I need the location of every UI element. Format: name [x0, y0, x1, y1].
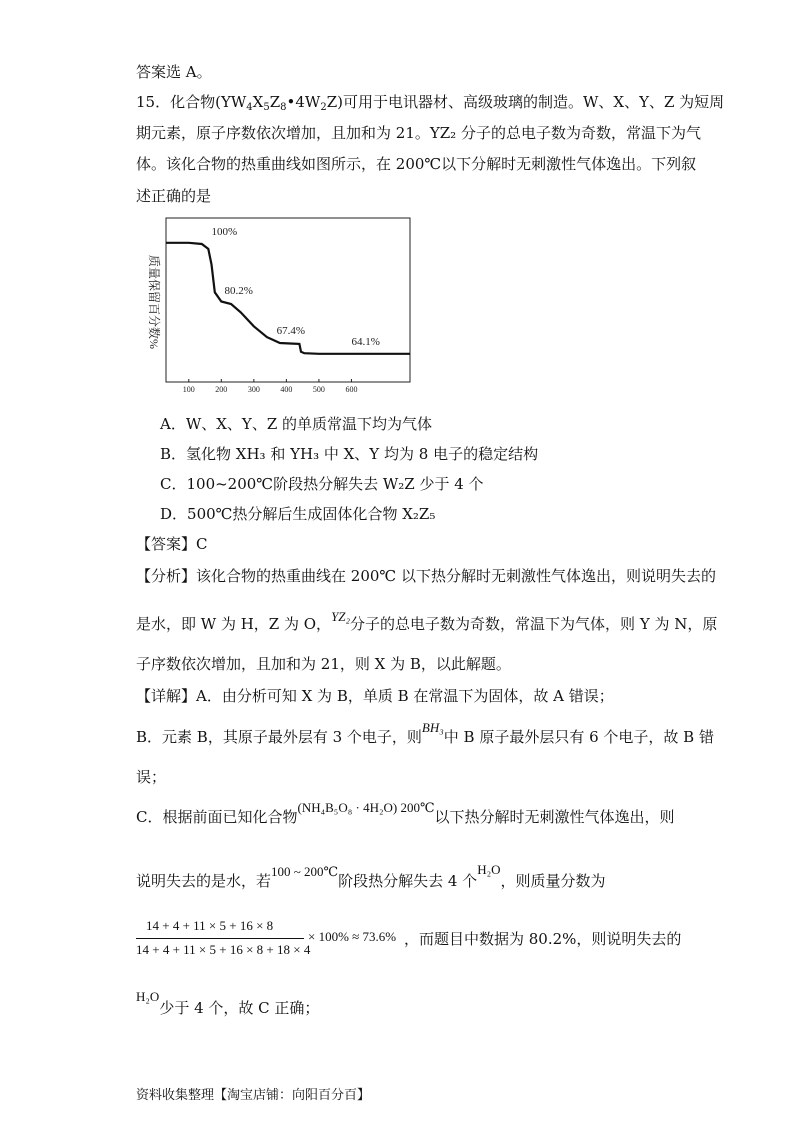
data-label: 67.4% [276, 325, 306, 338]
footer-source: 资料收集整理【淘宝店铺：向阳百分百】 [136, 1088, 371, 1103]
detail-line-5: 说明失去的是水，若100 ~ 200℃阶段热分解失去 4 个H₂O，则质量分数为 [136, 862, 606, 890]
fraction-denominator: 14 + 4 + 11 × 5 + 16 × 8 + 18 × 4 [136, 942, 311, 957]
option-c: C．100~200℃阶段热分解失去 W₂Z 少于 4 个 [160, 475, 484, 493]
data-label: 80.2% [224, 284, 253, 297]
fraction-numerator: 14 + 4 + 11 × 5 + 16 × 8 [146, 918, 274, 933]
detail-line-4: C．根据前面已知化合物(NH₄B₅O₈ · 4H₂O) 200℃以下热分解时无刺激性气体逸出，则 [136, 800, 675, 826]
question-line-1: 15．化合物$(YW_4X_5Z_8•4W_2Z)$可用于电讯器材、高级玻璃的制造。W、X、Y、Z 为短周 [136, 93, 725, 113]
question-line-4: 述正确的是 [136, 187, 212, 205]
question-line-3: 体。该化合物的热重曲线如图所示，在 200℃以下分解时无刺激性气体逸出。下列叙 [136, 155, 697, 173]
fraction-bar [136, 938, 304, 939]
analysis-line-2: 是水，即 W 为 H，Z 为 O，YZ₂分子的总电子数为奇数，常温下为气体，则 Y 为 N，原 [136, 609, 718, 633]
x-tick-label: 200 [215, 385, 228, 394]
thermogravimetric-chart [136, 212, 426, 394]
analysis-line-1: 【分析】该化合物的热重曲线在 200℃ 以下热分解时无刺激性气体逸出，则说明失去的 [136, 567, 716, 585]
fraction-result: × 100% ≈ 73.6% [308, 929, 397, 944]
x-tick-label: 500 [312, 385, 325, 394]
question-line-2: 期元素，原子序数依次增加，且加和为 21。YZ₂ 分子的总电子数为奇数，常温下为气 [136, 124, 701, 142]
x-tick-label: 400 [280, 385, 293, 394]
analysis-line-3: 子序数依次增加，且加和为 21，则 X 为 B，以此解题。 [136, 655, 511, 673]
option-a: A．W、X、Y、Z 的单质常温下均为气体 [160, 415, 433, 433]
data-label: 100% [211, 226, 238, 239]
fraction-followup-text: ，而题目中数据为 80.2%，则说明失去的 [404, 930, 682, 948]
data-label: 64.1% [351, 335, 380, 348]
detail-line-7: H₂O少于 4 个，故 C 正确； [136, 989, 320, 1017]
previous-answer: 答案选 A。 [136, 63, 212, 81]
option-b: B．氢化物 XH₃ 和 YH₃ 中 X、Y 均为 8 电子的稳定结构 [160, 445, 539, 463]
detail-line-1: 【详解】A．由分析可知 X 为 B，单质 B 在常温下为固体，故 A 错误； [136, 687, 614, 705]
detail-line-2: B．元素 B，其原子最外层有 3 个电子，则BH₃中 B 原子最外层只有 6 个电子，故 B 错 [136, 720, 714, 746]
detail-line-3: 误； [136, 768, 167, 786]
x-tick-label: 100 [182, 385, 195, 394]
answer-line: 【答案】C [136, 535, 208, 553]
x-tick-label: 600 [345, 385, 358, 394]
y-axis-label: 质量保留百分数% [147, 255, 161, 349]
x-tick-label: 300 [247, 385, 260, 394]
option-d: D．500℃热分解后生成固体化合物 X₂Z₅ [160, 505, 436, 523]
plot-frame [166, 218, 410, 382]
